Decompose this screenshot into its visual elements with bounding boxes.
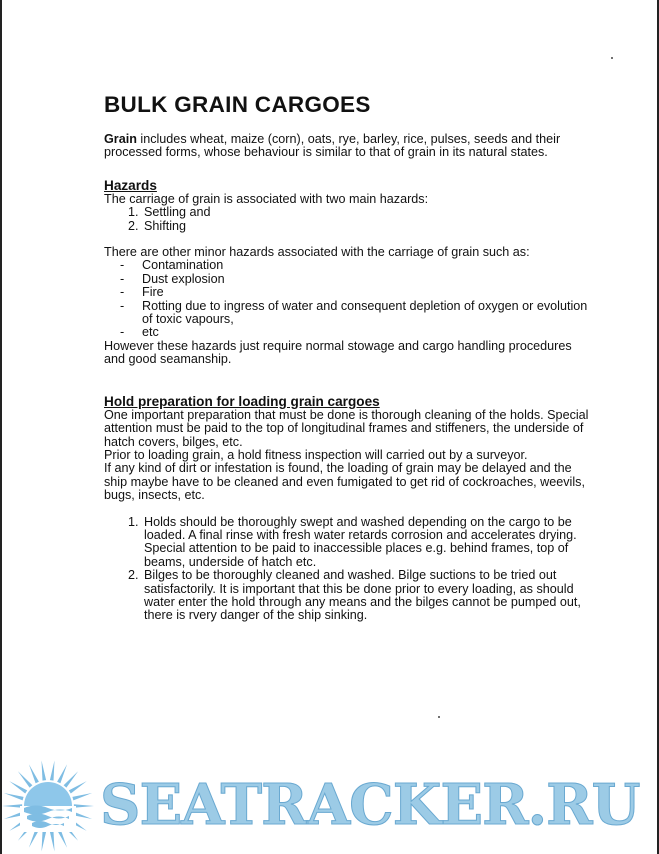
sun-logo-icon bbox=[0, 756, 100, 854]
intro-paragraph bbox=[104, 133, 596, 160]
sun-ray bbox=[9, 781, 27, 793]
sun-ray bbox=[42, 761, 47, 781]
list-item: - Rotting due to ingress of water and consequent depletion of oxygen or evolution of toxic vapours, bbox=[120, 298, 588, 327]
list-item: 2. Bilges to be thoroughly cleaned and washed. Bilge suctions to be tried out satisfactorily. It is important that this be done prior to every loading, as should water enter the hold through any means and the bilges cannot be pumped out, there is rvery danger of the ship sinking. bbox=[142, 569, 596, 623]
dash-bullet: - bbox=[120, 298, 125, 313]
sun-ray bbox=[18, 771, 33, 787]
sun-ray bbox=[57, 764, 67, 783]
sun-ray bbox=[74, 804, 94, 808]
list-item: - Dust explosion bbox=[120, 271, 225, 286]
sun-ray bbox=[72, 793, 92, 800]
hazards-closing: However these hazards just require normal stowage and cargo handling procedures and good seamanship. bbox=[104, 338, 572, 367]
intro-term: Grain bbox=[104, 132, 137, 146]
hold-prep-para-1: One important preparation that must be done is thorough cleaning of the holds. Special attention must be paid to the top of longitudinal frames and stiffeners, the underside of hatch covers, bilges, etc. bbox=[104, 407, 589, 449]
document-body bbox=[104, 90, 596, 623]
list-item: 1. Settling and bbox=[142, 206, 596, 219]
list-item: - Contamination bbox=[120, 258, 224, 273]
dash-bullet: - bbox=[120, 258, 125, 273]
dash-bullet: - bbox=[120, 285, 125, 300]
sun-ray bbox=[64, 771, 79, 787]
intro-text: includes wheat, maize (corn), oats, rye, barley, rice, pulses, seeds and their processed forms, whose behaviour is similar to that of grain in its natural states. bbox=[104, 132, 561, 160]
sun-ray bbox=[42, 831, 47, 851]
hold-prep-steps bbox=[104, 516, 596, 623]
scan-speck bbox=[611, 57, 613, 59]
sun-ray bbox=[4, 793, 24, 800]
sun-ray bbox=[50, 761, 55, 781]
dash-bullet: - bbox=[120, 325, 125, 340]
minor-hazards-list bbox=[104, 259, 596, 339]
sun-ray bbox=[29, 764, 39, 783]
list-item: - etc bbox=[120, 325, 159, 340]
hold-prep-para-3: If any kind of dirt or infestation is found, the loading of grain may be delayed and the ship maybe have to be cleaned and even fumigated to get rid of cockroaches, weevils, bugs, insects, etc. bbox=[104, 461, 585, 503]
main-hazards-list bbox=[104, 206, 596, 233]
sun-ray bbox=[50, 831, 55, 851]
hazards-lead: The carriage of grain is associated with two main hazards: bbox=[104, 191, 429, 206]
list-item: 1. Holds should be thoroughly swept and washed depending on the cargo to be loaded. A final rinse with fresh water retards corrosion and accelerates drying. Special attention to be paid to inaccessible places e.g. behind frames, top of beams, underside of hatch etc. bbox=[142, 516, 596, 570]
page-edge-left bbox=[0, 0, 2, 854]
hold-prep-heading: Hold preparation for loading grain cargoes bbox=[104, 393, 380, 409]
sun-ray bbox=[69, 781, 87, 793]
hazards-heading: Hazards bbox=[104, 177, 157, 193]
scan-speck bbox=[438, 716, 440, 718]
minor-hazards-lead: There are other minor hazards associated with the carriage of grain such as: bbox=[104, 245, 530, 260]
watermark bbox=[0, 756, 659, 854]
list-item: 2. Shifting bbox=[142, 220, 596, 233]
hold-prep-para-2: Prior to loading grain, a hold fitness inspection will carried out by a surveyor. bbox=[104, 447, 528, 462]
dash-bullet: - bbox=[120, 271, 125, 286]
page-title: BULK GRAIN CARGOES bbox=[104, 92, 371, 117]
sun-ray bbox=[2, 804, 22, 808]
list-item: - Fire bbox=[120, 285, 164, 300]
watermark-text: SEATRACKER.RU bbox=[100, 772, 640, 838]
